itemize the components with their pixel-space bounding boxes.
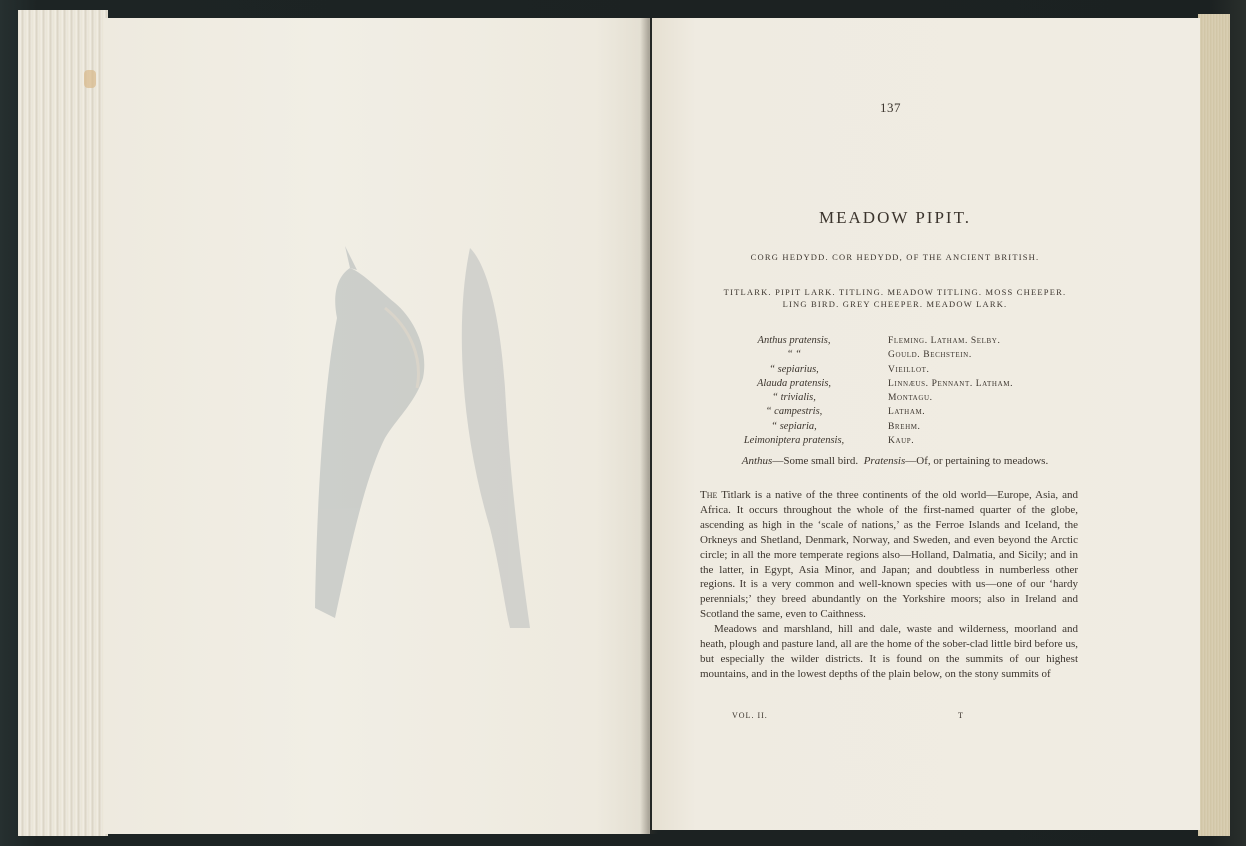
synonym-name: “ campestris,: [765, 406, 823, 418]
synonym-authority: Vieillot.: [888, 364, 930, 375]
bird-illustration-show-through: [305, 228, 555, 648]
synonym-authority: Gould. Bechstein.: [888, 350, 972, 361]
species-title: MEADOW PIPIT.: [819, 208, 971, 227]
paragraph-text: Titlark is a native of the three continents of the old world—Europe, Asia, and Africa. It occurs throughout the whole of the first-named quarter of the globe, ascending as high in the ‘scale of nations,’ as the Ferroe Islands and Iceland, the Orkneys and Shetland, Denmark, Norway, and Sweden, and even beyond the Arctic circle; in all the more temperate regions also—Holland, Dalmatia, and Sicily; and in the latter, in Egypt, Asia Minor, and Japan; and doubtless in numberless other regions. It is a very common and well-known species with us—one of our ‘hardy perennials;’ they breed abundantly on the Yorkshire moors; also in Ireland and Scotland the same, even to Caithness.: [700, 489, 1078, 621]
right-page-edges: [1198, 14, 1230, 836]
synonym-name: Alauda pratensis,: [756, 377, 832, 389]
synonym-name: “ sepiaria,: [771, 420, 817, 432]
left-page-edges: [18, 10, 108, 836]
common-names-line: LING BIRD. GREY CHEEPER. MEADOW LARK.: [782, 299, 1008, 309]
genus-word: Anthus: [741, 455, 773, 467]
synonym-authority: Brehm.: [888, 421, 921, 432]
paragraph: Meadows and marshland, hill and dale, waste and wilderness, moorland and heath, plough and pasture land, all are the home of the sober-clad little bird before us, but especially the wilder districts. It is found on the summits of our highest mountains, and in the lowest depths of the plain below, on the stony summits of: [700, 623, 1078, 680]
synonym-name: Leimoniptera pratensis,: [743, 435, 845, 447]
synonym-name: “ trivialis,: [772, 392, 816, 404]
synonym-name: “ sepiarius,: [769, 363, 819, 375]
species-word: Pratensis: [863, 455, 906, 467]
etymology-line: [700, 455, 1090, 467]
volume-footer: VOL. II.: [732, 711, 768, 720]
synonym-authority: Fleming. Latham. Selby.: [888, 336, 1001, 346]
common-names-line: TITLARK. PIPIT LARK. TITLING. MEADOW TITLING. MOSS CHEEPER.: [723, 287, 1067, 297]
synonym-name: “ “: [786, 349, 802, 361]
common-names: [700, 286, 1090, 310]
synonym-name: Anthus pratensis,: [757, 335, 831, 346]
signature-mark: T: [958, 711, 963, 720]
synonym-authority: Montagu.: [888, 393, 933, 404]
synonyms-left-column: [715, 334, 873, 448]
page-number: 137: [880, 100, 901, 115]
synonym-authority: Latham.: [888, 407, 926, 418]
foxing-mark: [84, 70, 96, 88]
genus-meaning: —Some small bird.: [772, 455, 859, 467]
synonyms-authorities-column: [888, 334, 1088, 448]
lead-word: The: [700, 489, 718, 501]
welsh-names: CORG HEDYDD. COR HEDYDD, OF THE ANCIENT BRITISH.: [750, 252, 1040, 262]
synonym-authority: Kaup.: [888, 436, 915, 447]
paragraph: [700, 488, 1078, 622]
synonym-authority: Linnæus. Pennant. Latham.: [888, 378, 1014, 389]
species-meaning: —Of, or pertaining to meadows.: [905, 455, 1049, 467]
body-text: [700, 488, 1078, 682]
